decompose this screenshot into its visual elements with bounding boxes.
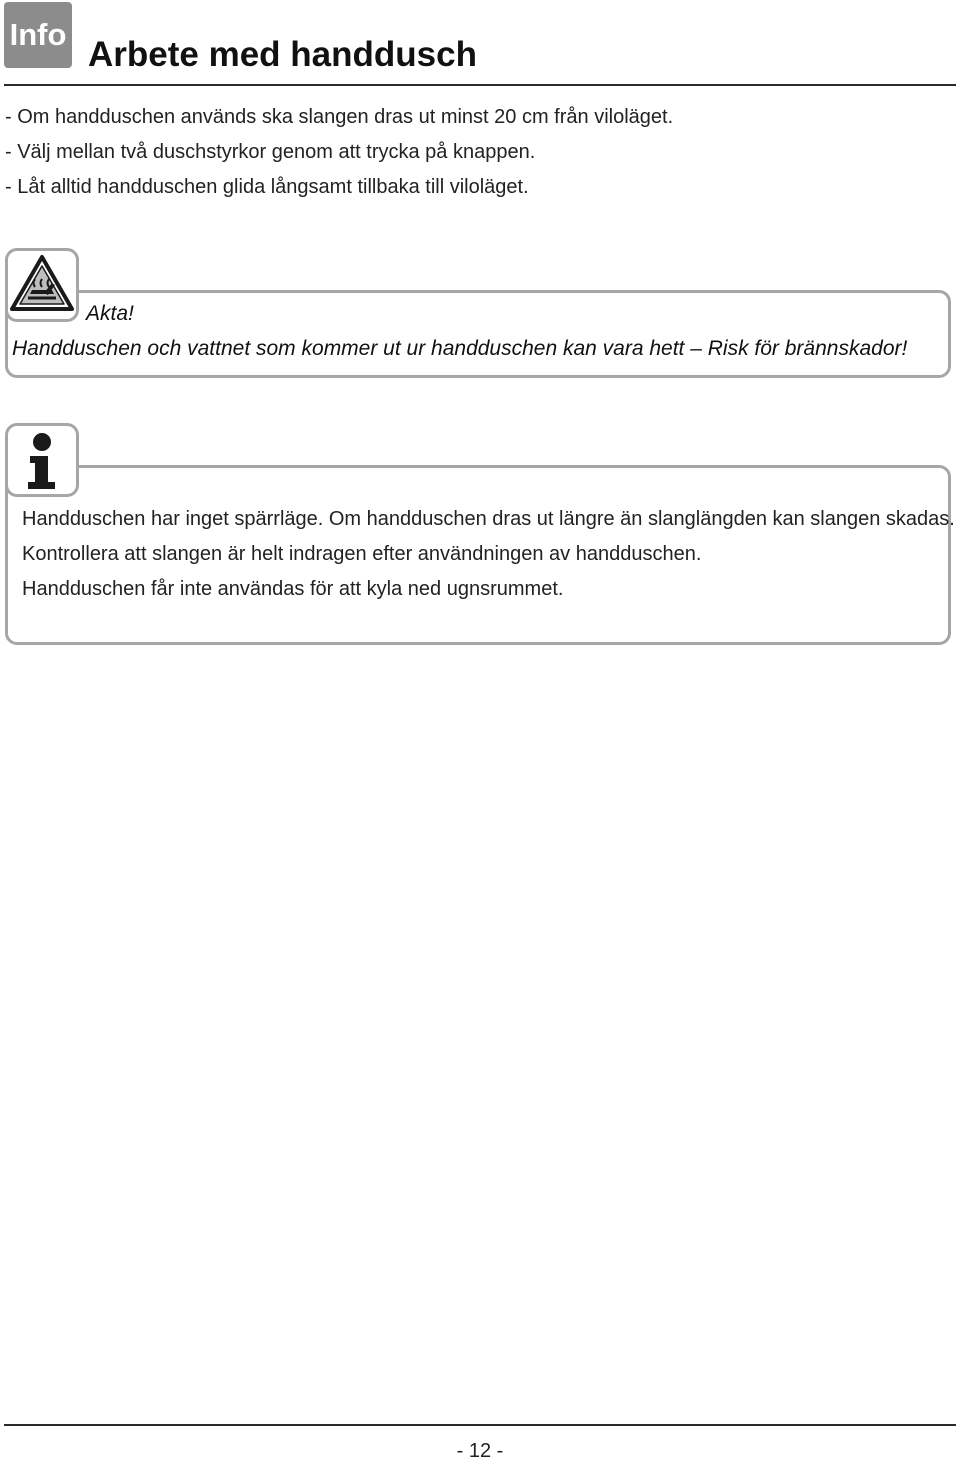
intro-list bbox=[5, 100, 673, 205]
info-note-text bbox=[22, 502, 955, 607]
intro-item: - Om handduschen används ska slangen dras ut minst 20 cm från viloläget. bbox=[5, 106, 674, 128]
info-icon bbox=[8, 426, 76, 494]
info-note-line: Kontrollera att slangen är helt indragen efter användningen av handduschen. bbox=[22, 543, 702, 565]
page-title: Arbete med handdusch bbox=[88, 35, 477, 74]
info-note-line: Handduschen får inte användas för att kyla ned ugnsrummet. bbox=[22, 578, 564, 600]
info-note-line: Handduschen har inget spärrläge. Om handduschen dras ut längre än slanglängden kan slangen skadas. bbox=[22, 508, 955, 530]
info-badge: Info bbox=[4, 2, 72, 68]
intro-item: - Välj mellan två duschstyrkor genom att trycka på knappen. bbox=[5, 141, 536, 163]
intro-item: - Låt alltid handduschen glida långsamt tillbaka till viloläget. bbox=[5, 176, 529, 198]
warning-heading: Akta! bbox=[86, 302, 134, 325]
warning-text: Handduschen och vattnet som kommer ut ur handduschen kan vara hett – Risk för brännskador! bbox=[12, 337, 908, 360]
hot-surface-warning-icon bbox=[8, 251, 76, 319]
footer-divider bbox=[4, 1424, 956, 1426]
page-number: - 12 - bbox=[456, 1440, 504, 1462]
info-icon-frame bbox=[5, 423, 79, 497]
warning-icon-frame bbox=[5, 248, 79, 322]
title-divider bbox=[4, 84, 956, 86]
